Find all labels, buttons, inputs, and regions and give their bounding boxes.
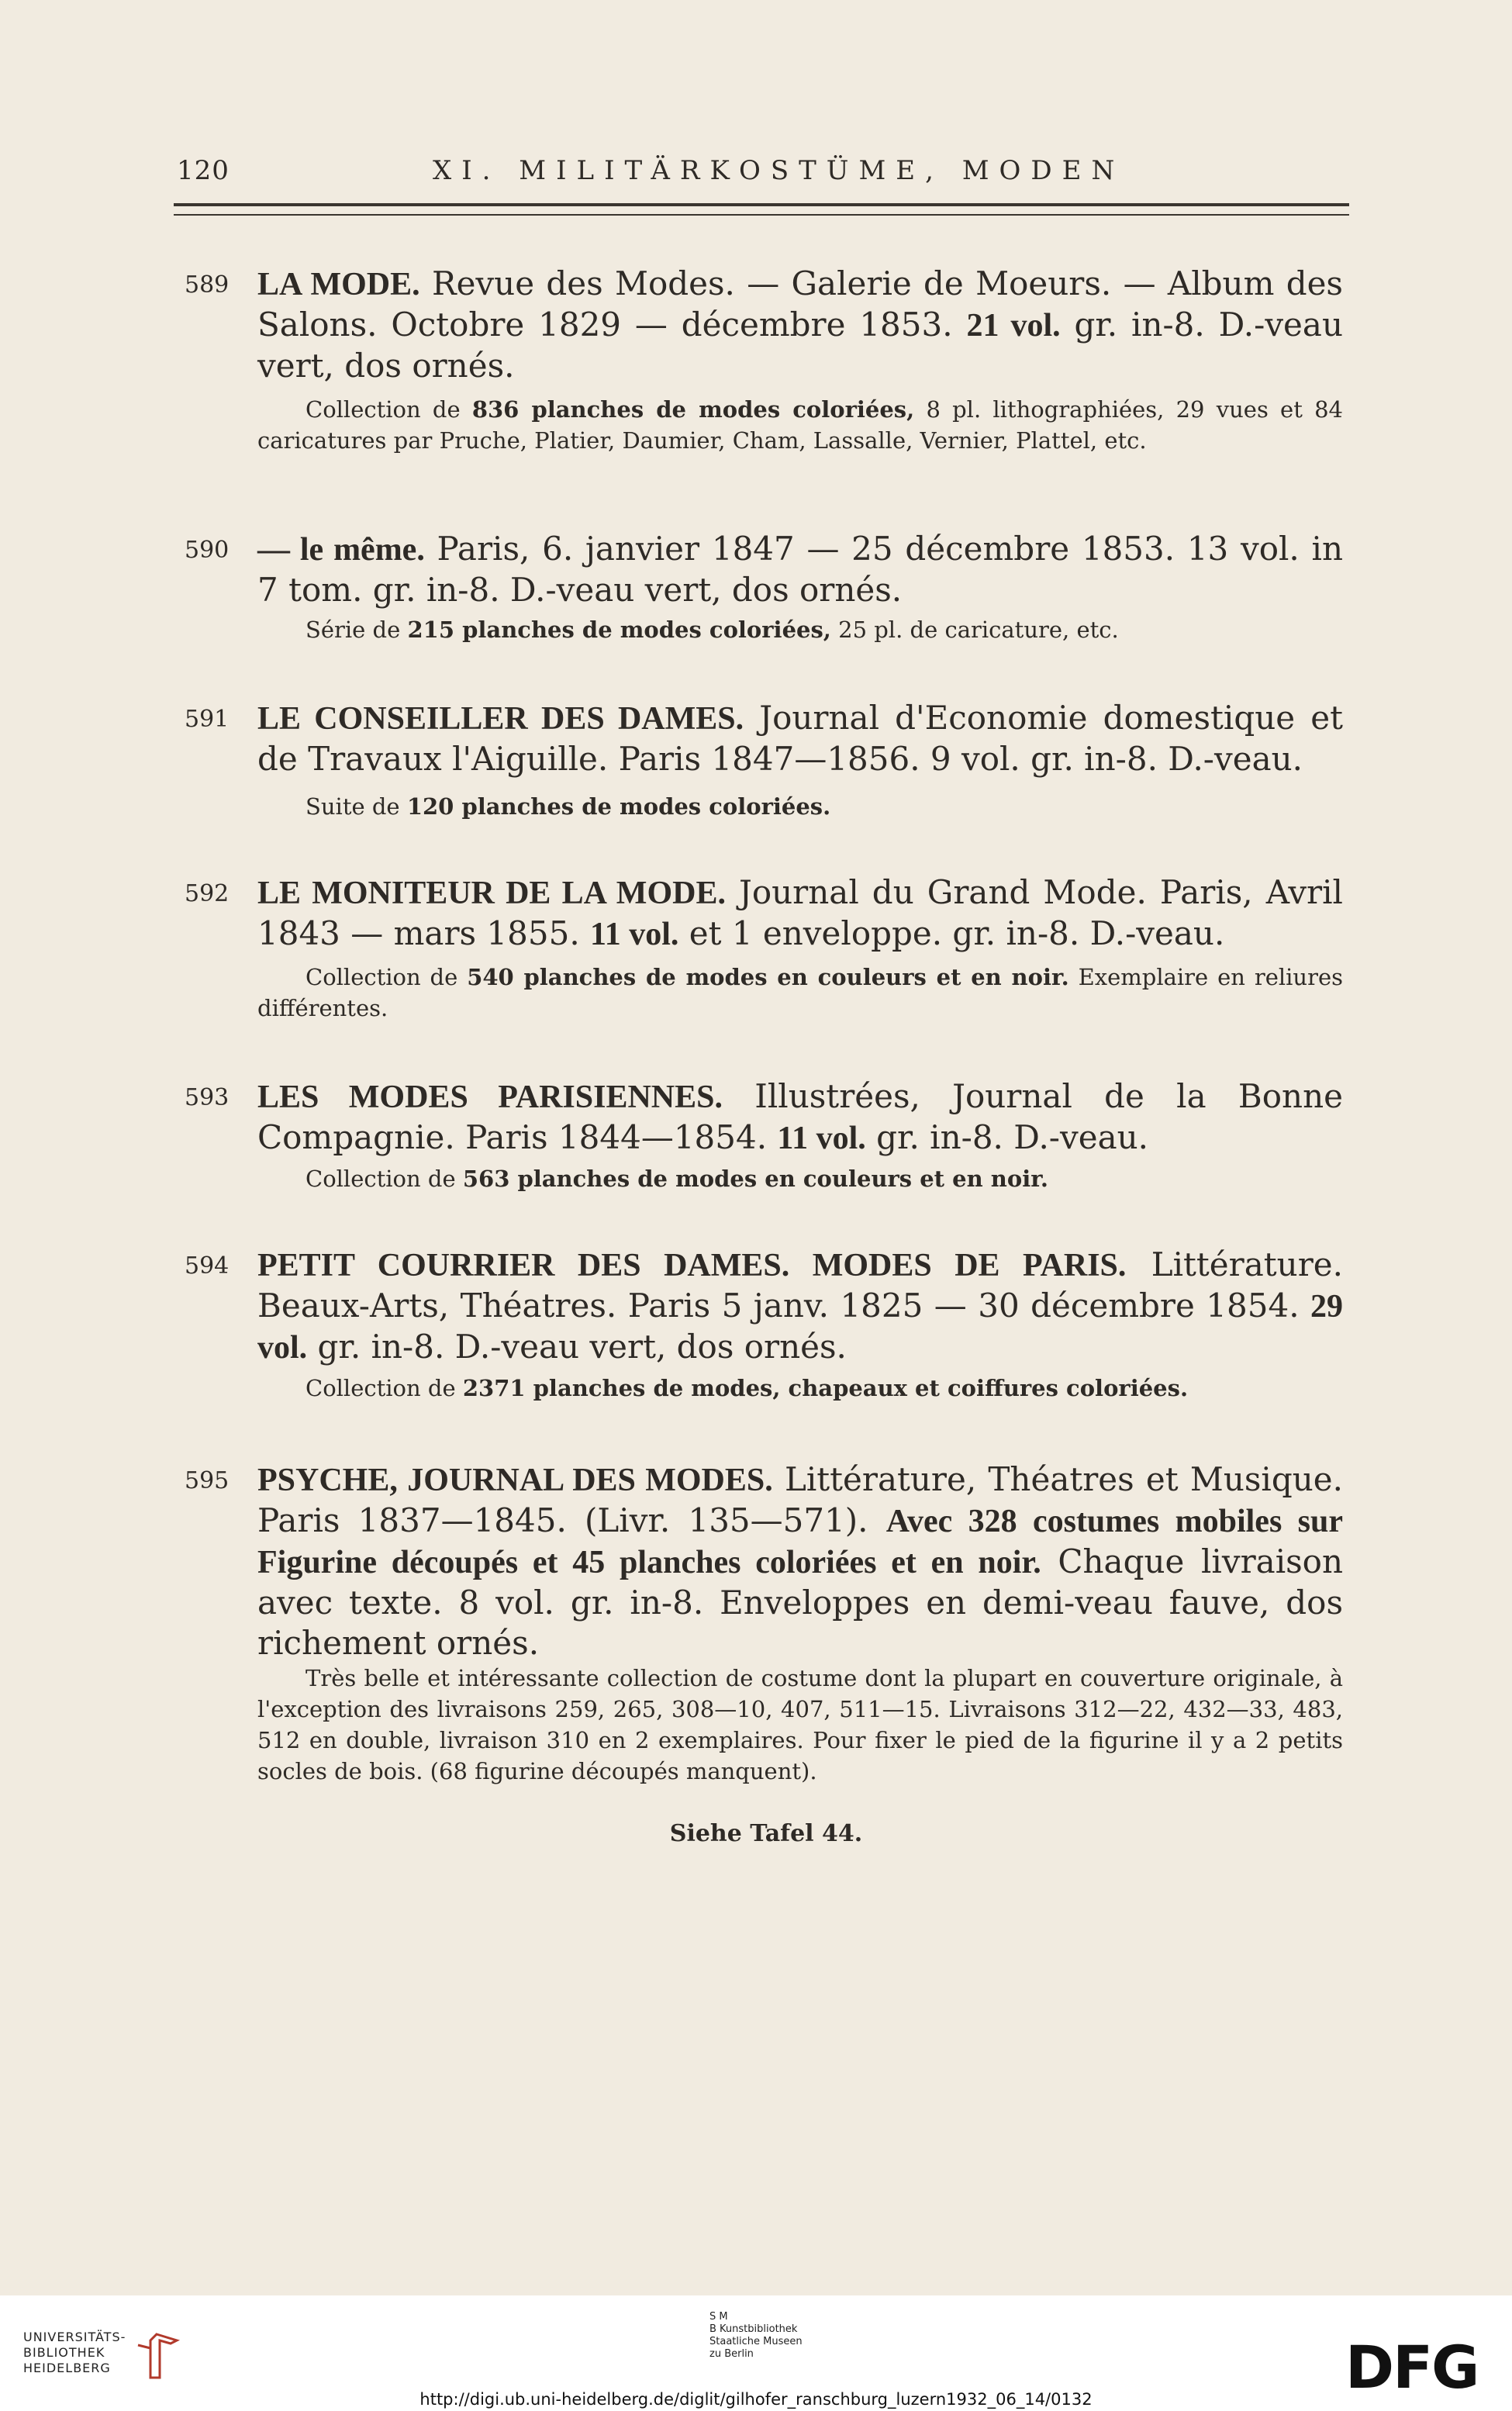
entry-number: 590 [185,537,230,564]
entry-description [257,1459,1343,1663]
note-text: Collection de [306,1375,463,1401]
note-text: Collection de [306,1166,463,1192]
header-rule-thin [174,214,1349,216]
header-rule-thick [174,203,1349,206]
running-title: XI. MILITÄRKOSTÜME, MODEN [433,155,1125,186]
entry-number: 589 [185,271,230,299]
note-text-after: 8 pl. lithographiées, 29 vues et 84 caricatures par Pruche, Platier, Daumier, Cham, Lassalle, Vernier, Plattel, etc. [257,396,1343,454]
entry-title: PSYCHE, JOURNAL DES MODES. [257,1463,773,1498]
entry-description [257,1076,1343,1159]
page-header [177,155,1348,194]
entry-note [257,1163,1343,1194]
entry-number: 592 [185,880,230,907]
entry-text: Paris, 6. janvier 1847 — 25 décembre 1853. 13 vol. in 7 tom. gr. in-8. D.-veau vert, dos ornés. [257,530,1343,609]
entry-note [257,614,1343,645]
dfg-logo: DFG [1345,2333,1479,2402]
entry-text-after: Chaque livraison avec texte. 8 vol. gr. in-8. Enveloppes en demi-veau fauve, dos richement ornés. [257,1542,1344,1662]
entry-number: 595 [185,1467,230,1494]
entry-text: Littérature, Théatres et Musique. Paris 1837—1845. (Livr. 135—571). [257,1460,1344,1539]
note-text-after: 25 pl. de caricature, etc. [830,617,1119,643]
entry-text: Journal du Grand Mode. Paris, Avril 1843 — mars 1855. [257,873,1343,952]
entry-volumes: 21 vol. [966,308,1061,344]
entry-description [257,872,1343,955]
entry-description [257,1245,1343,1368]
smb-kunstbibliothek-credit: S M B Kunstbibliothek Staatliche Museen zu Berlin [709,2311,803,2360]
entry-title: — le même. [257,532,425,568]
entry-text: Littérature. Beaux-Arts, Théatres. Paris 5 janv. 1825 — 30 décembre 1854. [257,1245,1343,1325]
note-text-after: Exemplaire en reliures différentes. [257,964,1343,1021]
entry-note [257,394,1343,456]
note-bold: 836 planches de modes coloriées, [471,396,915,423]
entry-note [257,791,1343,822]
entry-title: PETIT COURRIER DES DAMES. MODES DE PARIS. [257,1248,1127,1283]
note-bold: 120 planches de modes coloriées. [406,793,831,820]
entry-note [257,962,1343,1024]
entry-title: LE CONSEILLER DES DAMES. [257,701,744,737]
entry-number: 591 [185,706,230,733]
note-text: Suite de [306,793,407,820]
note-bold: 2371 planches de modes, chapeaux et coiffures coloriées. [462,1375,1189,1401]
entry-description [257,529,1343,610]
entry-text-after: gr. in-8. D.-veau vert, dos ornés. [257,306,1344,385]
heidelberg-library-logo-icon [133,2331,180,2381]
note-text: Collection de [306,964,468,990]
note-text: Collection de [306,396,472,423]
note-text: Très belle et intéressante collection de costume dont la plupart en couverture originale, à l'exception des livraisons 259, 265, 308—10, 407, 511—15. Livraisons 312—22, 432—33, 483, 512 en double, livraison 310 en 2 exemplaires. Pour fixer le pied de la figurine il y a 2 petits socles de bois. (68 figurine découpés manquent). [257,1665,1343,1784]
entry-number: 594 [185,1252,230,1280]
note-text: Série de [306,617,408,643]
entry-text-after: gr. in-8. D.-veau. [865,1118,1149,1156]
entry-text-after: et 1 enveloppe. gr. in-8. D.-veau. [678,914,1225,952]
entry-volumes: 11 vol. [777,1121,866,1156]
digitization-footer [0,2295,1512,2411]
entry-description [257,698,1343,779]
entry-title: LE MONITEUR DE LA MODE. [257,876,726,911]
entry-note [257,1373,1343,1404]
entry-text: Journal d'Economie domestique et de Travaux l'Aiguille. Paris 1847—1856. 9 vol. gr. in-8. D.-veau. [257,699,1343,778]
source-url-link[interactable]: http://digi.ub.uni-heidelberg.de/diglit/gilhofer_ranschburg_luzern1932_06_14/0132 [419,2390,1093,2409]
entry-description [257,264,1343,386]
entry-text: Illustrées, Journal de la Bonne Compagnie. Paris 1844—1854. [257,1077,1343,1156]
entry-title: LA MODE. [257,267,420,302]
library-name: UNIVERSITÄTS- BIBLIOTHEK HEIDELBERG [23,2330,126,2375]
note-bold: 563 planches de modes en couleurs et en noir. [462,1166,1048,1192]
entry-text: Revue des Modes. — Galerie de Moeurs. — Album des Salons. Octobre 1829 — décembre 1853. [257,264,1343,344]
page-number: 120 [177,155,230,186]
entry-volumes: 11 vol. [590,917,679,952]
entry-title: LES MODES PARISIENNES. [257,1079,723,1115]
entry-volumes: 29 vol. [257,1289,1343,1366]
entry-note [257,1663,1343,1787]
plate-reference: Siehe Tafel 44. [669,1820,863,1847]
note-bold: 540 planches de modes en couleurs et en noir. [467,964,1069,990]
entry-text-after: gr. in-8. D.-veau vert, dos ornés. [307,1328,847,1366]
note-bold: 215 planches de modes coloriées, [407,617,831,643]
entry-highlight: Avec 328 costumes mobiles sur Figurine découpés et 45 planches coloriées et en noir. [257,1504,1343,1580]
entry-number: 593 [185,1084,230,1111]
